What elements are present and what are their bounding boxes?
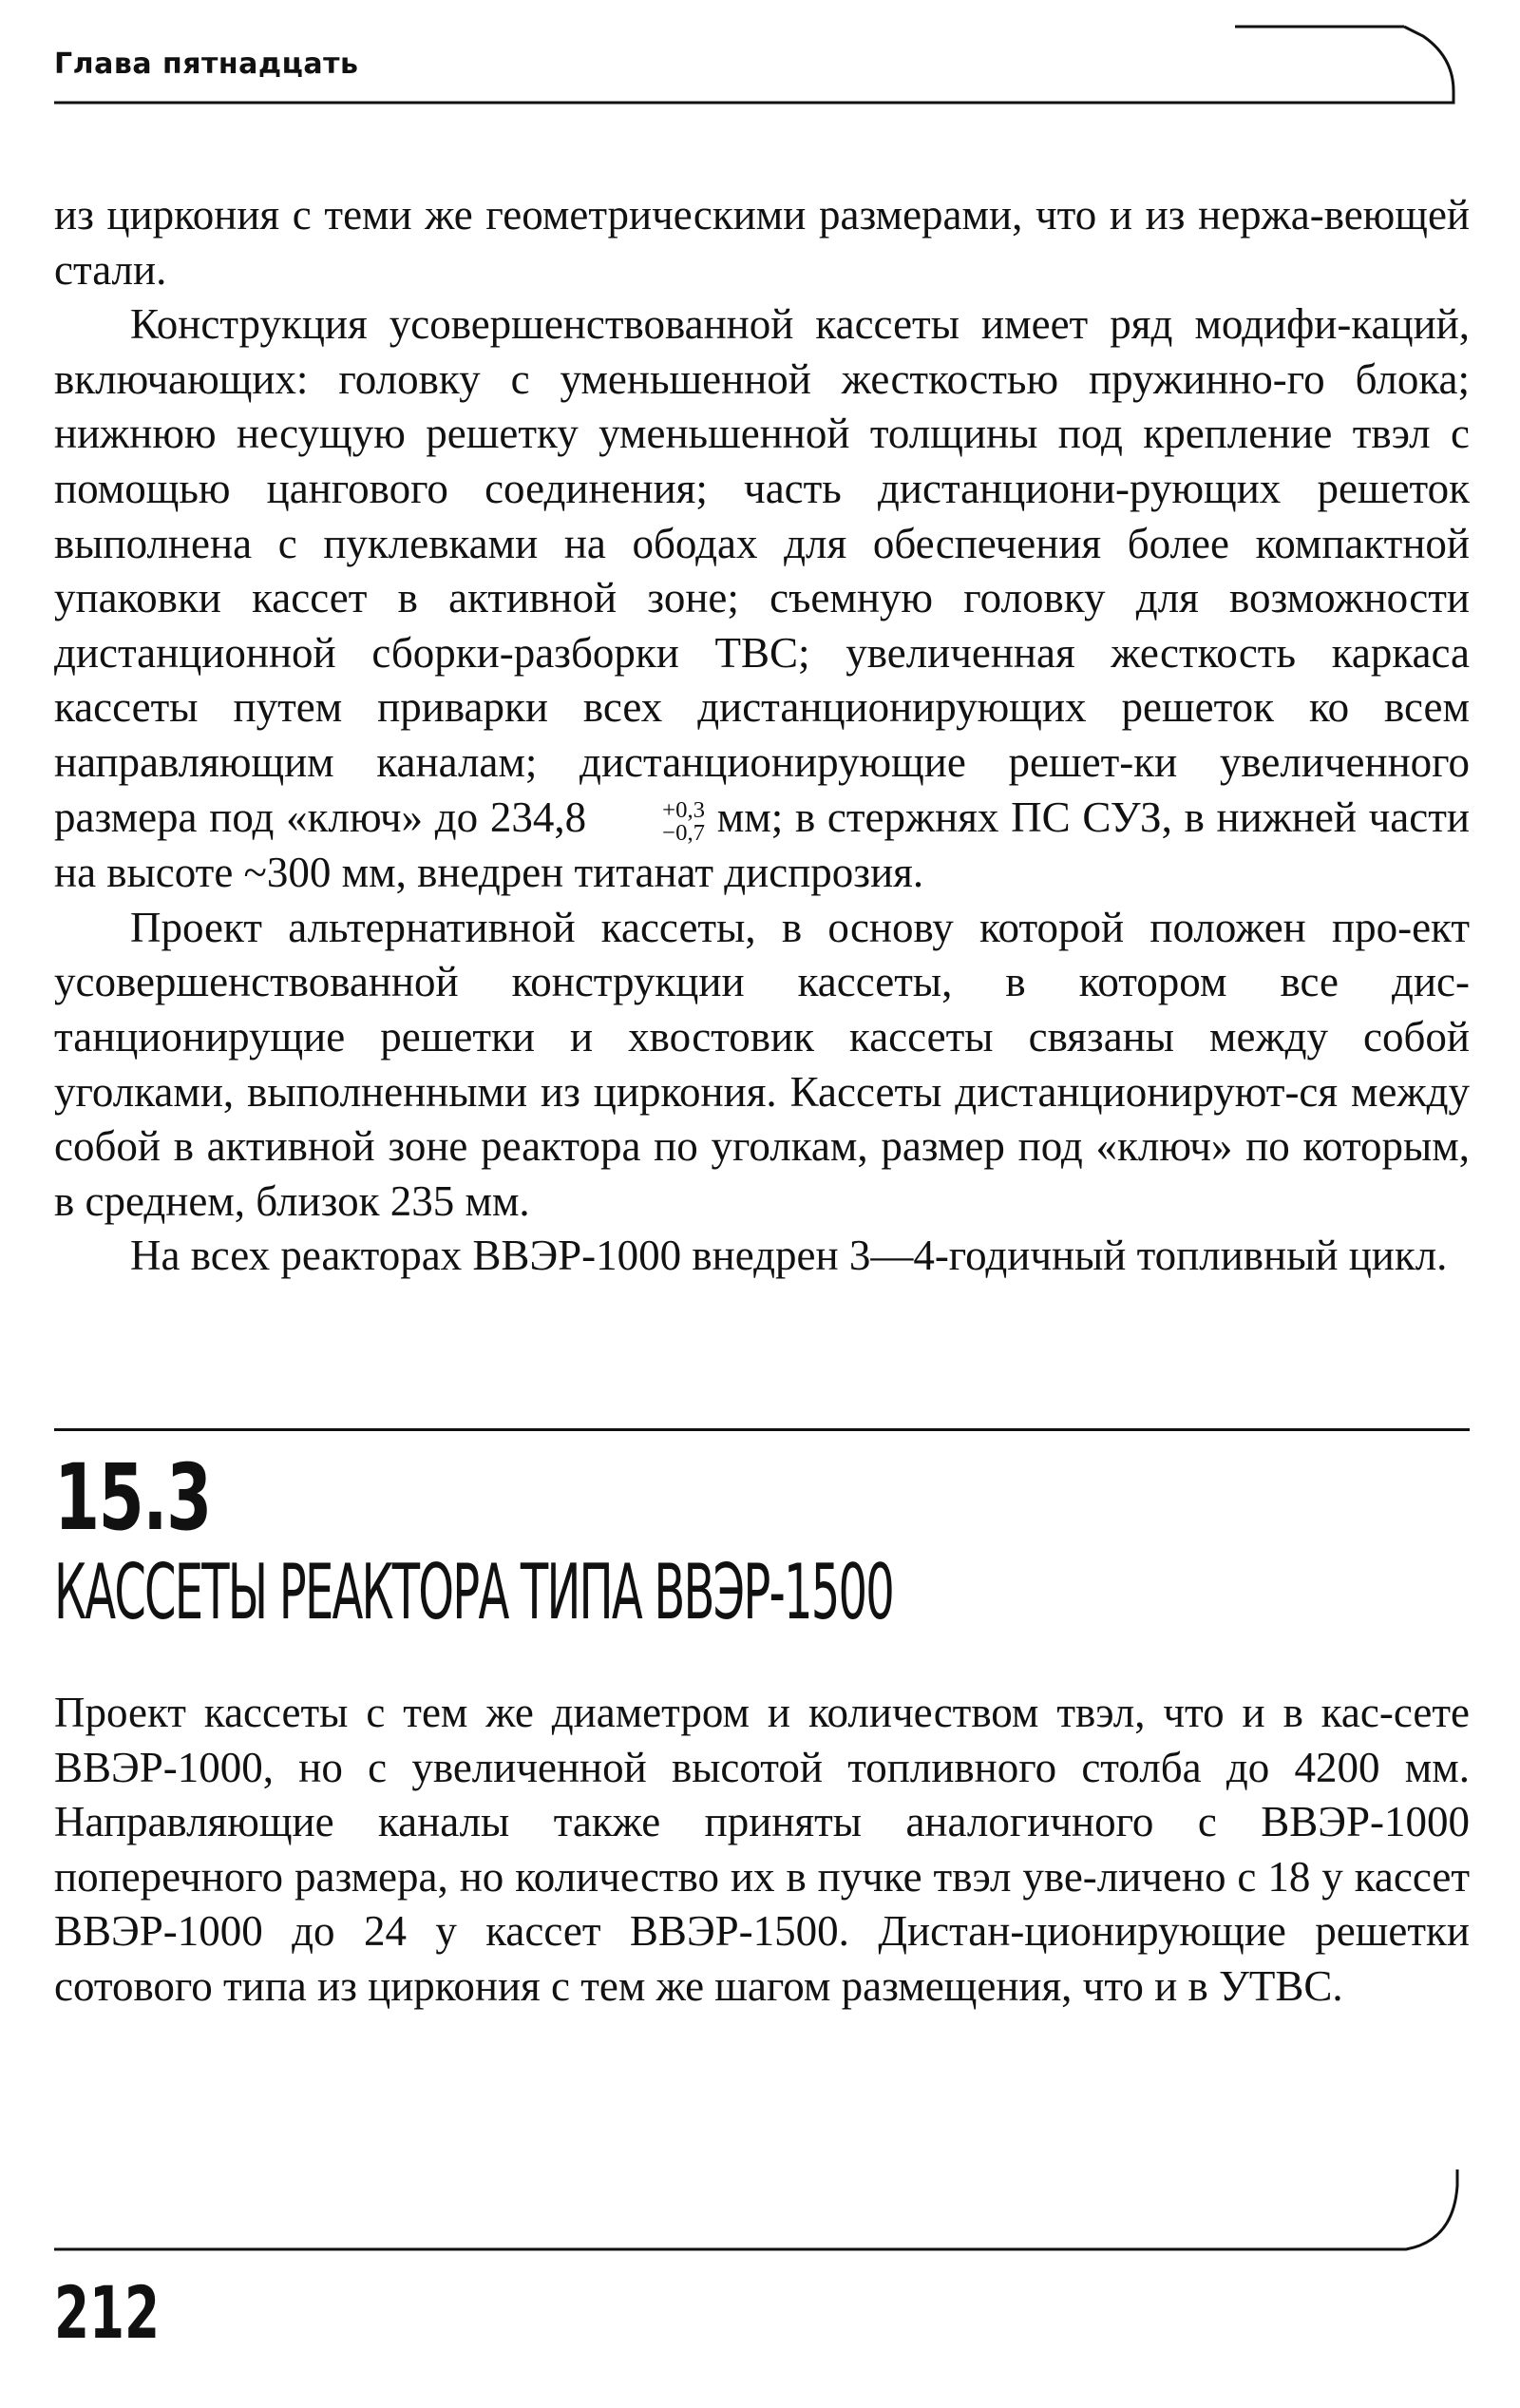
- paragraph-4: На всех реакторах ВВЭР-1000 внедрен 3—4-годичный топливный цикл.: [130, 1232, 1448, 1280]
- section-title: КАССЕТЫ РЕАКТОРА ТИПА ВВЭР-1500: [54, 1548, 893, 1636]
- tolerance-lower: −0,7: [662, 820, 706, 847]
- paragraph-1: из циркония с теми же геометрическими размерами, что и из нержа-веющей стали.: [54, 191, 1470, 294]
- section-number: 15.3: [54, 1444, 211, 1551]
- running-head-title: Глава пятнадцать: [54, 48, 359, 81]
- tolerance-upper: +0,3: [662, 796, 706, 823]
- paragraph-3: Проект альтернативной кассеты, в основу которой положен про-ект усовершенствованной конструкции кассеты, в котором все дис-танционирущие решетки и хвостовик кассеты связаны между собой уголками, выполненными из циркония. Кассеты дистанционируют-ся между собой в активной зоне реактора по уголкам, размер под «ключ» по которым, в среднем, близок 235 мм.: [54, 903, 1470, 1225]
- page-number: 212: [54, 2270, 161, 2355]
- paragraph-2-text-end: мм; в стержнях ПС СУЗ, в нижней части на высоте ~300 мм, внедрен титанат диспрозия.: [54, 793, 1470, 897]
- paragraph-2-text: Конструкция усовершенствованной кассеты имеет ряд модифи-каций, включающих: головку с уменьшенной жесткостью пружинно-го блока; нижнюю несущую решетку уменьшенной толщины под крепление твэл с помощью цангового соединения; часть дистанциони-рующих решеток выполнена с пуклевками на ободах для обеспечения более компактной упаковки кассет в активной зоне; съемную головку для возможности дистанционной сборки-разборки ТВС; увеличенная жесткость каркаса кассеты путем приварки всех дистанционирующих решеток ко всем направляющим каналам; дистанционирующие решет-ки увеличенного размера под «ключ» до 234,8: [54, 300, 1470, 841]
- section-paragraph-1: Проект кассеты с тем же диаметром и количеством твэл, что и в кас-сете ВВЭР-1000, но с увеличенной высотой топливного столба до 4200 мм. Направляющие каналы также приняты аналогичного с ВВЭР-1000 поперечного размера, но количество их в пучке твэл уве-личено с 18 у кассет ВВЭР-1000 до 24 у кассет ВВЭР-1500. Дистан-ционирующие решетки сотового типа из циркония с тем же шагом размещения, что и в УТВС.: [54, 1689, 1470, 2010]
